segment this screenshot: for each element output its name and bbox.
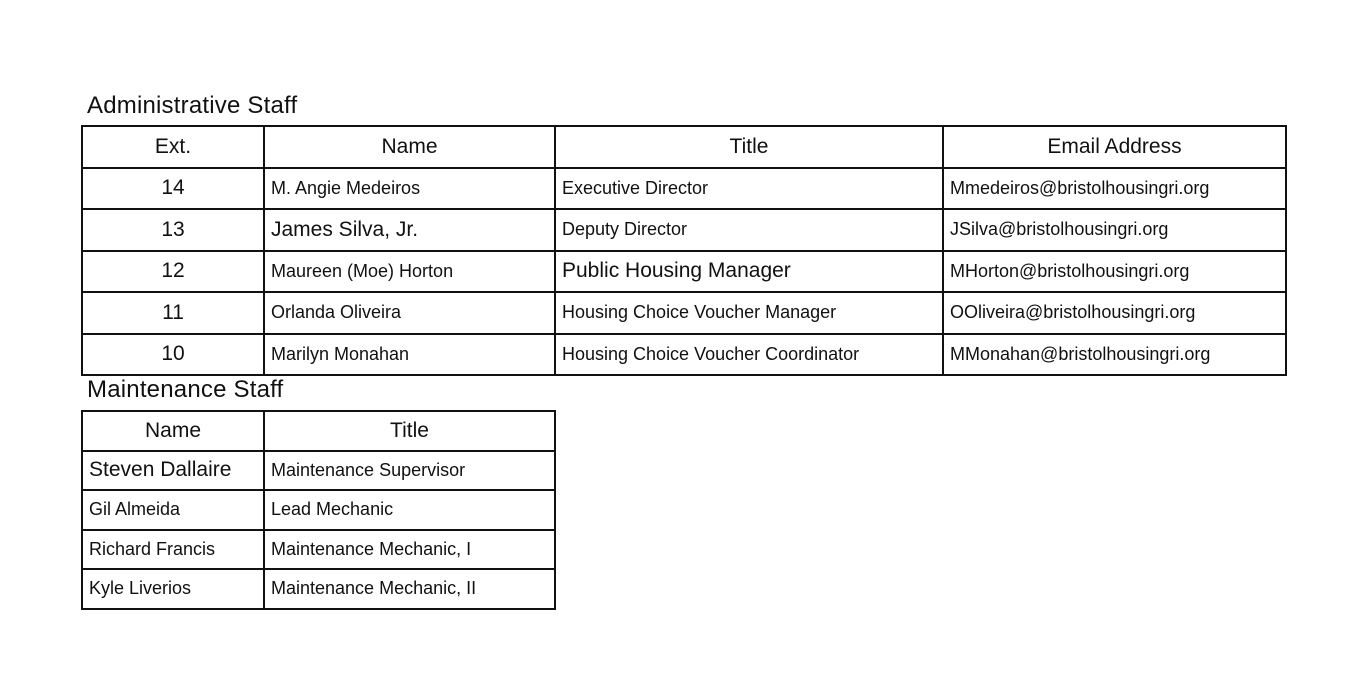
table-row <box>82 451 555 491</box>
email-cell: OOliveira@bristolhousingri.org <box>943 292 1286 334</box>
title-cell: Maintenance Supervisor <box>264 451 555 491</box>
title-cell: Deputy Director <box>555 209 943 251</box>
title-cell: Public Housing Manager <box>555 251 943 293</box>
maintenance-staff-table <box>81 410 556 610</box>
ext-cell: 11 <box>82 292 264 334</box>
table-row <box>82 490 555 530</box>
ext-cell: 12 <box>82 251 264 293</box>
ext-cell: 13 <box>82 209 264 251</box>
ext-header: Ext. <box>82 126 264 168</box>
title-cell: Housing Choice Voucher Coordinator <box>555 334 943 376</box>
admin-staff-heading: Administrative Staff <box>87 92 298 119</box>
name-cell: Kyle Liverios <box>82 569 264 609</box>
table-header-row <box>82 126 1286 168</box>
title-cell: Lead Mechanic <box>264 490 555 530</box>
title-header: Title <box>264 411 555 451</box>
name-cell: Maureen (Moe) Horton <box>264 251 555 293</box>
email-cell: Mmedeiros@bristolhousingri.org <box>943 168 1286 210</box>
name-header: Name <box>82 411 264 451</box>
table-header-row <box>82 411 555 451</box>
title-cell: Housing Choice Voucher Manager <box>555 292 943 334</box>
title-cell: Executive Director <box>555 168 943 210</box>
name-cell: Steven Dallaire <box>82 451 264 491</box>
name-cell: M. Angie Medeiros <box>264 168 555 210</box>
table-row <box>82 168 1286 210</box>
table-row <box>82 334 1286 376</box>
table-row <box>82 292 1286 334</box>
name-cell: Gil Almeida <box>82 490 264 530</box>
title-header: Title <box>555 126 943 168</box>
email-cell: MHorton@bristolhousingri.org <box>943 251 1286 293</box>
maintenance-staff-heading: Maintenance Staff <box>87 376 284 403</box>
admin-staff-table <box>81 125 1287 376</box>
email-cell: MMonahan@bristolhousingri.org <box>943 334 1286 376</box>
title-cell: Maintenance Mechanic, I <box>264 530 555 570</box>
title-cell: Maintenance Mechanic, II <box>264 569 555 609</box>
table-row <box>82 251 1286 293</box>
ext-cell: 10 <box>82 334 264 376</box>
table-row <box>82 530 555 570</box>
ext-cell: 14 <box>82 168 264 210</box>
name-cell: Richard Francis <box>82 530 264 570</box>
name-cell: Marilyn Monahan <box>264 334 555 376</box>
table-row <box>82 209 1286 251</box>
email-cell: JSilva@bristolhousingri.org <box>943 209 1286 251</box>
name-cell: James Silva, Jr. <box>264 209 555 251</box>
name-header: Name <box>264 126 555 168</box>
email-header: Email Address <box>943 126 1286 168</box>
table-row <box>82 569 555 609</box>
name-cell: Orlanda Oliveira <box>264 292 555 334</box>
